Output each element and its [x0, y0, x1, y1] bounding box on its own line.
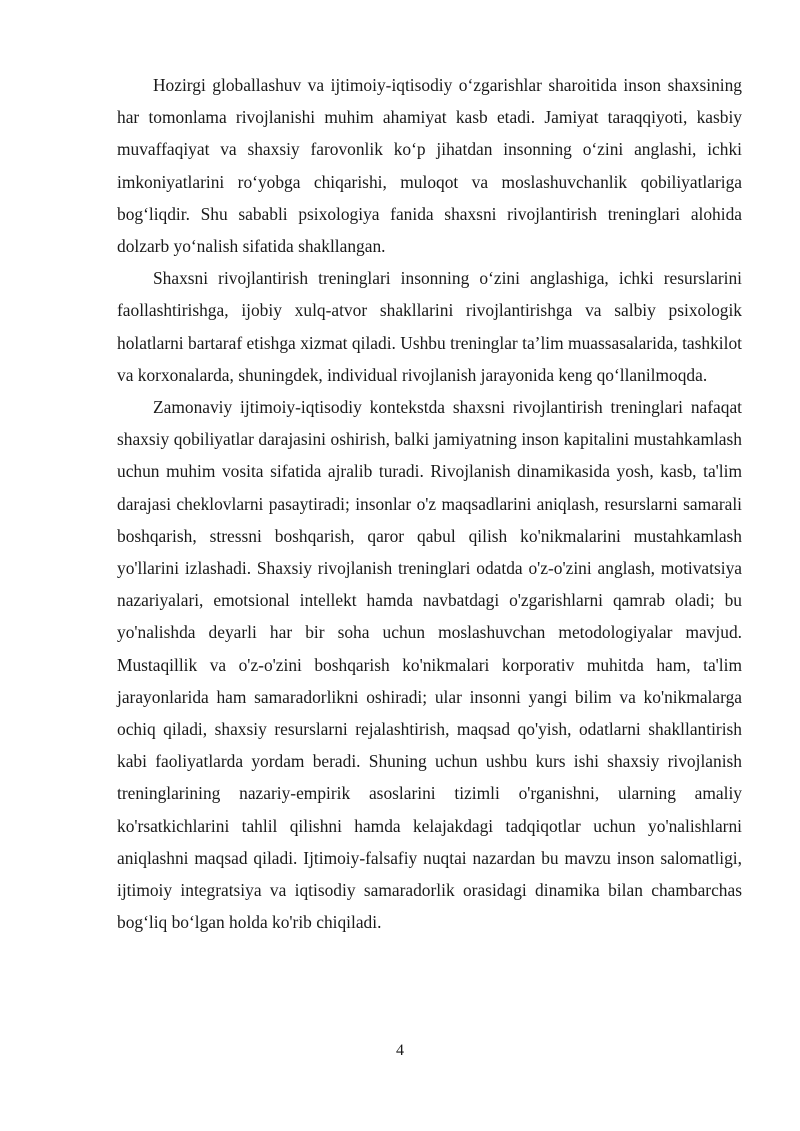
- paragraph-3: Zamonaviy ijtimoiy-iqtisodiy kontekstda shaxsni rivojlantirish treninglari nafaqat shaxsiy qobiliyatlar darajasini oshirish, balki jamiyatning inson kapitalini mustahkamlash uchun muhim vosita sifatida ajralib turadi. Rivojlanish dinamikasida yosh, kasb, ta'lim darajasi cheklovlarni pasaytiradi; insonlar o'z maqsadlarini aniqlash, resurslarni samarali boshqarish, stressni boshqarish, qaror qabul qilish ko'nikmalarini mustahkamlash yo'llarini izlashadi. Shaxsiy rivojlanish treninglari odatda o'z-o'zini anglash, motivatsiya nazariyalari, emotsional intellekt hamda navbatdagi o'zgarishlarni qamrab oladi; bu yo'nalishda deyarli har bir soha uchun moslashuvchan metodologiyalar mavjud. Mustaqillik va o'z-o'zini boshqarish ko'nikmalari korporativ muhitda ham, ta'lim jarayonlarida ham samaradorlikni oshiradi; ular insonni yangi bilim va ko'nikmalarga ochiq qiladi, shaxsiy resurslarni rejalashtirish, maqsad qo'yish, odatlarni shakllantirish kabi faoliyatlarda yordam beradi. Shuning uchun ushbu kurs ishi shaxsiy rivojlanish treninglarining nazariy-empirik asoslarini tizimli o'rganishni, ularning amaliy ko'rsatkichlarini tahlil qilishni hamda kelajakdagi tadqiqotlar uchun yo'nalishlarni aniqlashni maqsad qiladi. Ijtimoiy-falsafiy nuqtai nazardan bu mavzu inson salomatligi, ijtimoiy integratsiya va iqtisodiy samaradorlik orasidagi dinamika bilan chambarchas bog‘liq bo‘lgan holda ko'rib chiqiladi.: [117, 397, 742, 933]
- page-number: 4: [396, 1042, 404, 1059]
- paragraph-2: Shaxsni rivojlantirish treninglari insonning o‘zini anglashiga, ichki resurslarini faollashtirishga, ijobiy xulq-atvor shakllarini rivojlantirishga va salbiy psixologik holatlarni bartaraf etishga xizmat qiladi. Ushbu treninglar ta’lim muassasalarida, tashkilot va korxonalarda, shuningdek, individual rivojlanish jarayonida keng qo‘llanilmoqda.: [117, 268, 742, 385]
- document-page: [117, 69, 742, 938]
- paragraph-1: Hozirgi globallashuv va ijtimoiy-iqtisodiy o‘zgarishlar sharoitida inson shaxsining har tomonlama rivojlanishi muhim ahamiyat kasb etadi. Jamiyat taraqqiyoti, kasbiy muvaffaqiyat va shaxsiy farovonlik ko‘p jihatdan insonning o‘zini anglashi, ichki imkoniyatlarini ro‘yobga chiqarishi, muloqot va moslashuvchanlik qobiliyatlariga bog‘liqdir. Shu sababli psixologiya fanida shaxsni rivojlantirish treninglari alohida dolzarb yo‘nalish sifatida shakllangan.: [117, 75, 742, 257]
